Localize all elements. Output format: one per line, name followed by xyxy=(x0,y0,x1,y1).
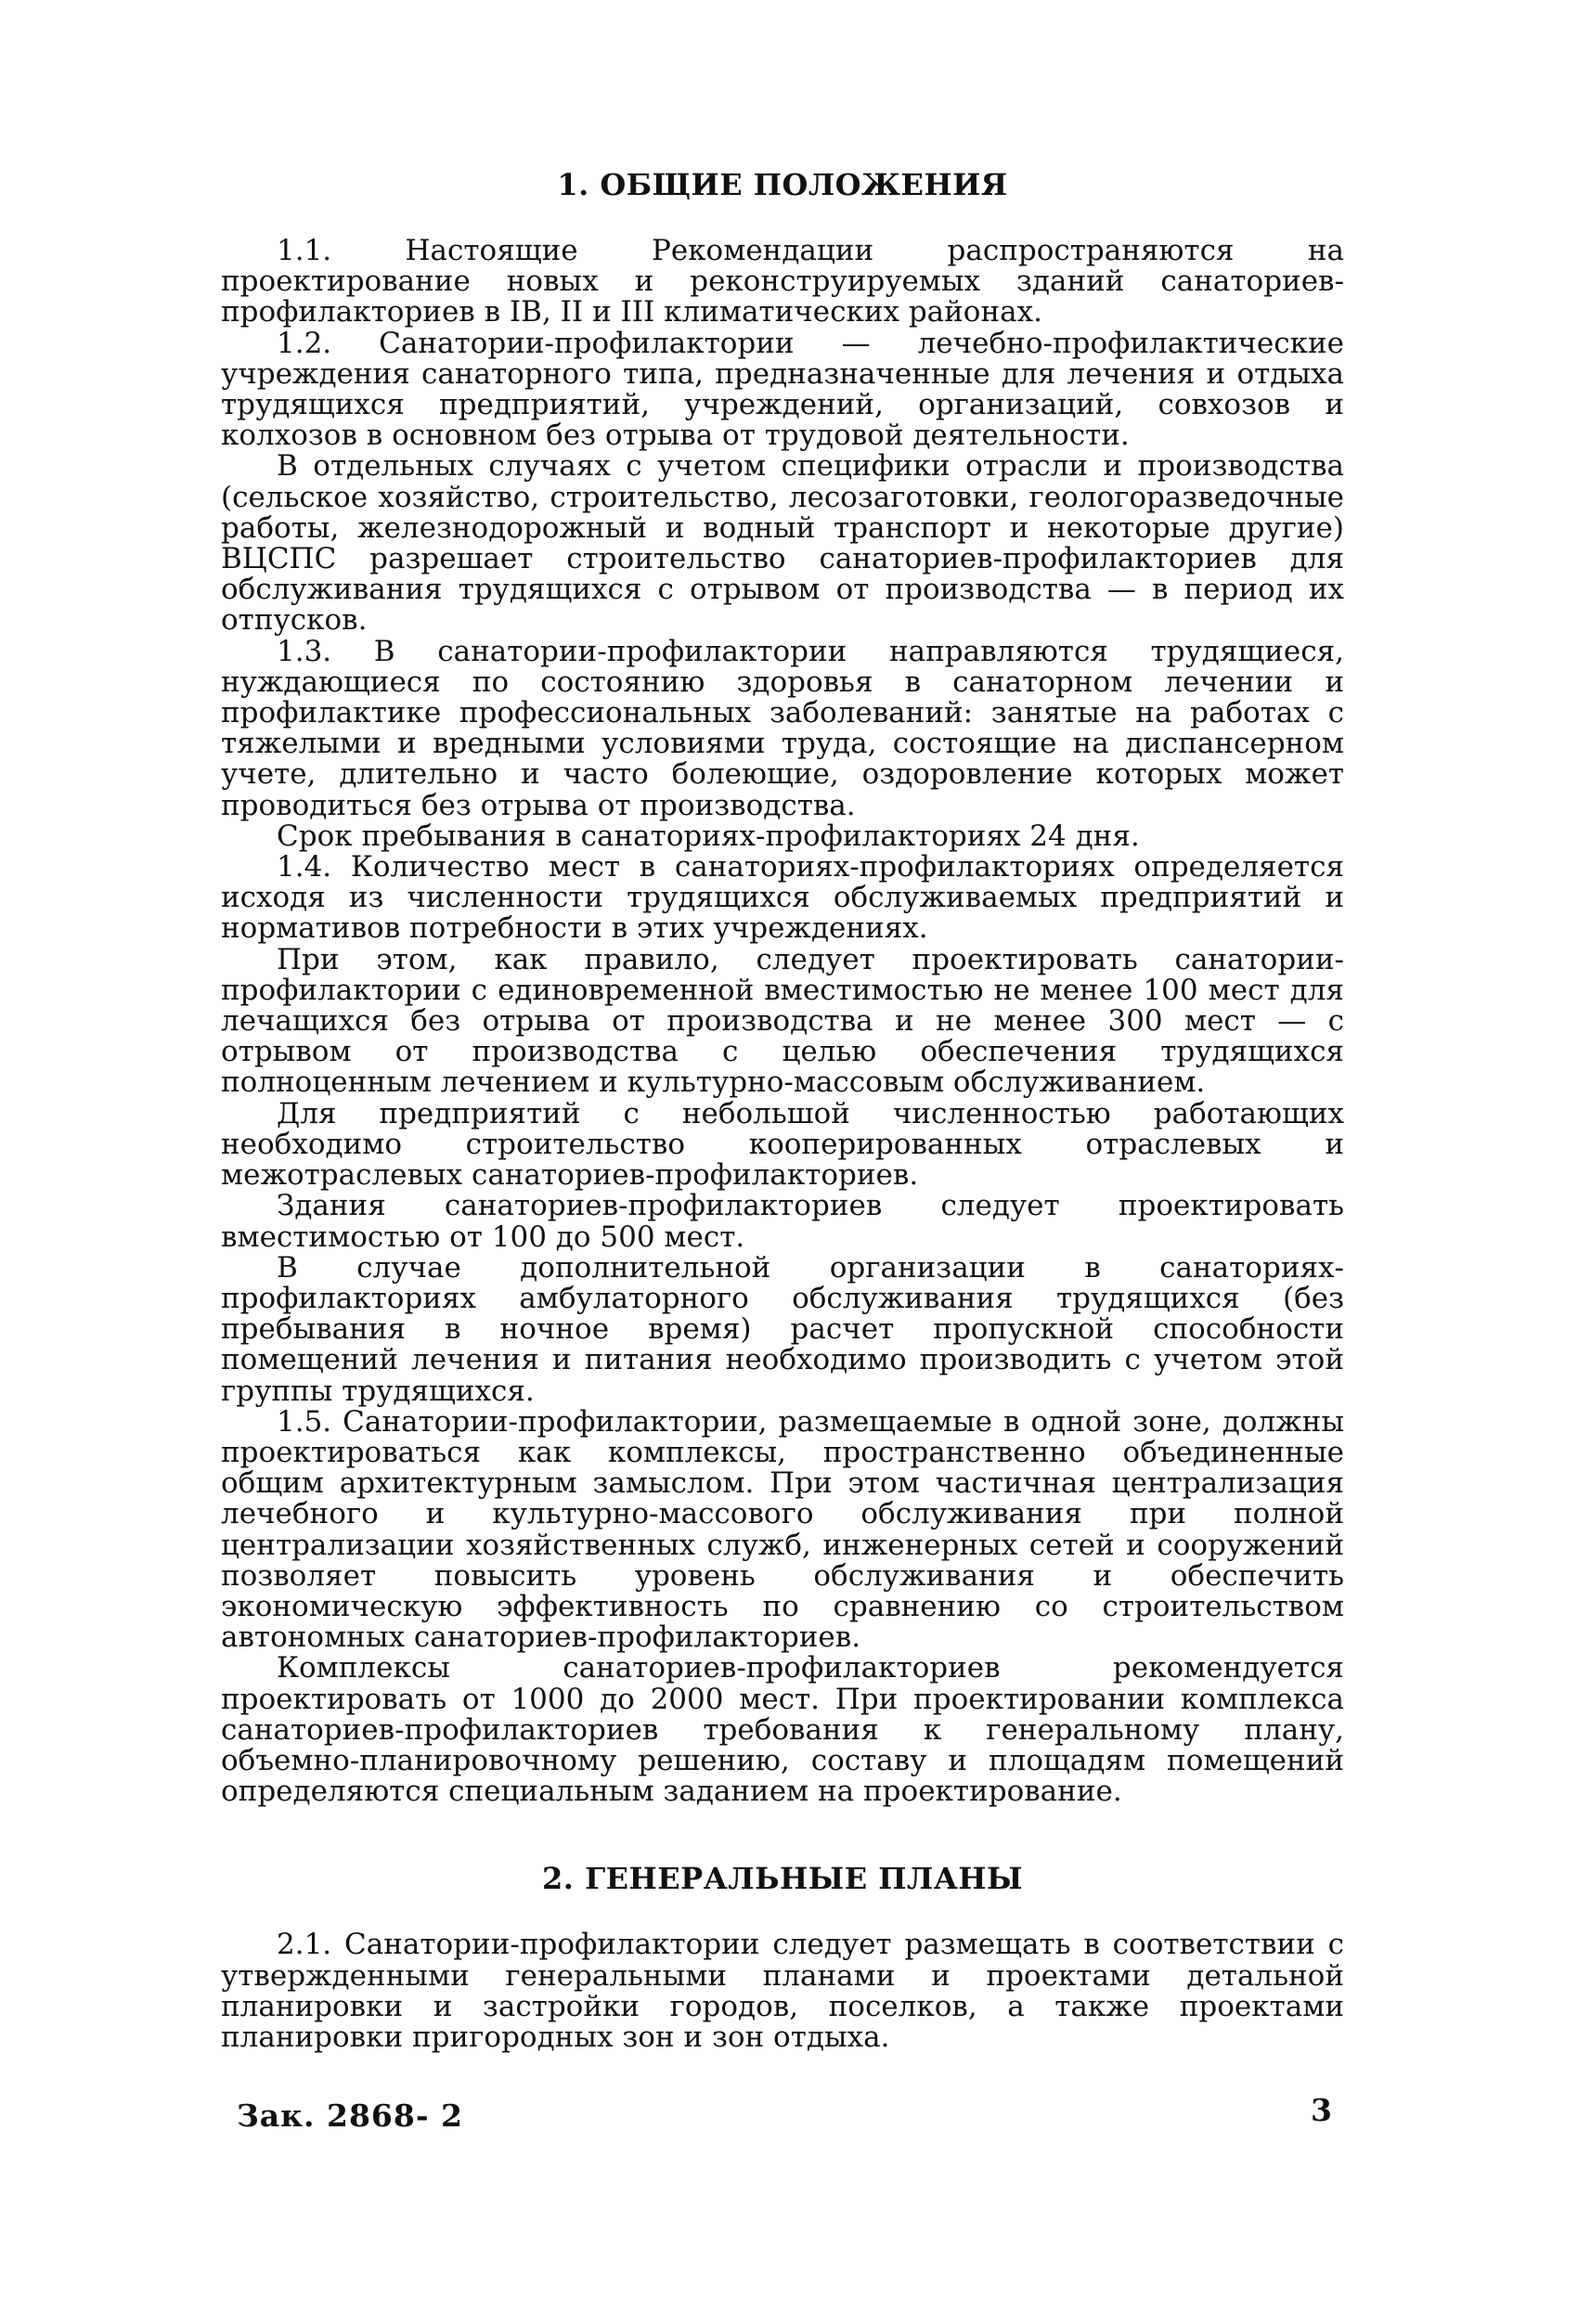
paragraph-1-5: 1.5. Санатории-профилактории, размещаемые в одной зоне, должны проектироваться как комплексы, пространственно объединенные общим архитектурным замыслом. При этом частичная централизация лечебного и культурно-массового обслуживания при полной централизации хозяйственных служб, инженерных сетей и сооружений позволяет повысить уровень обслуживания и обеспечить экономическую эффективность по сравнению со строительством автономных санаториев-профилакториев. xyxy=(221,1404,1344,1655)
section-2-heading: 2. ГЕНЕРАЛЬНЫЕ ПЛАНЫ xyxy=(542,1861,1023,1897)
paragraph-stay-duration: Срок пребывания в санаториях-профилакториях 24 дня. xyxy=(277,819,1140,853)
paragraph-1-4: 1.4. Количество мест в санаториях-профилакториях определяется исходя из численности трудящихся обслуживаемых предприятий и нормативов потребности в этих учреждениях. xyxy=(221,850,1344,946)
paragraph-1-5-complexes: Комплексы санаториев-профилакториев рекомендуется проектировать от 1000 до 2000 мест. При проектировании комплекса санаториев-профилакториев требования к генеральному плану, объемно-планировочному решению, составу и площадям помещений определяются специальным заданием на проектирование. xyxy=(221,1651,1344,1809)
paragraph-1-4-building-capacity: Здания санаториев-профилакториев следует проектировать вместимостью от 100 до 500 мест. xyxy=(221,1189,1344,1254)
paragraph-1-4-outpatient: В случае дополнительной организации в санаториях-профилакториях амбулаторного обслуживания трудящихся (без пребывания в ночное время) расчет пропускной способности помещений лечения и питания необходимо производить с учетом этой группы трудящихся. xyxy=(221,1250,1344,1408)
paragraph-2-1: 2.1. Санатории-профилактории следует размещать в соответствии с утвержденными генеральными планами и проектами детальной планировки и застройки городов, поселков, а также проектами планировки пригородных зон и зон отдыха. xyxy=(221,1928,1344,2054)
section-1-heading: 1. ОБЩИЕ ПОЛОЖЕНИЯ xyxy=(557,167,1008,202)
paragraph-1-1: 1.1. Настоящие Рекомендации распространяются на проектирование новых и реконструируемых зданий санаториев-профилакториев в IВ, II и III климатических районах. xyxy=(221,234,1344,329)
paragraph-1-4-small-enterprises: Для предприятий с небольшой численностью работающих необходимо строительство кооперированных отраслевых и межотраслевых санаториев-профилакториев. xyxy=(221,1096,1344,1193)
page-content xyxy=(221,167,1344,2053)
order-number: Зак. 2868- 2 xyxy=(237,2098,463,2134)
paragraph-1-2: 1.2. Санатории-профилактории — лечебно-профилактические учреждения санаторного типа, предназначенные для лечения и отдыха трудящихся предприятий, учреждений, организаций, совхозов и колхозов в основном без отрыва от трудовой деятельности. xyxy=(221,326,1344,453)
paragraph-1-2-cont: В отдельных случаях с учетом специфики отрасли и производства (сельское хозяйство, строительство, лесозаготовки, геологоразведочные работы, железнодорожный и водный транспорт и некоторые другие) ВЦСПС разрешает строительство санаториев-профилакториев для обслуживания трудящихся с отрывом от производства — в период их отпусков. xyxy=(221,449,1344,638)
paragraph-1-3: 1.3. В санатории-профилактории направляются трудящиеся, нуждающиеся по состоянию здоровья в санаторном лечении и профилактике профессиональных заболеваний: занятые на работах с тяжелыми и вредными условиями труда, состоящие на диспансерном учете, длительно и часто болеющие, оздоровление которых может проводиться без отрыва от производства. xyxy=(221,634,1344,822)
paragraph-1-4-capacity: При этом, как правило, следует проектировать санатории-профилактории с единовременной вместимостью не менее 100 мест для лечащихся без отрыва от производства и не менее 300 мест — с отрывом от производства с целью обеспечения трудящихся полноценным лечением и культурно-массовым обслуживанием. xyxy=(221,942,1344,1100)
page-number: 3 xyxy=(1311,2092,1332,2128)
